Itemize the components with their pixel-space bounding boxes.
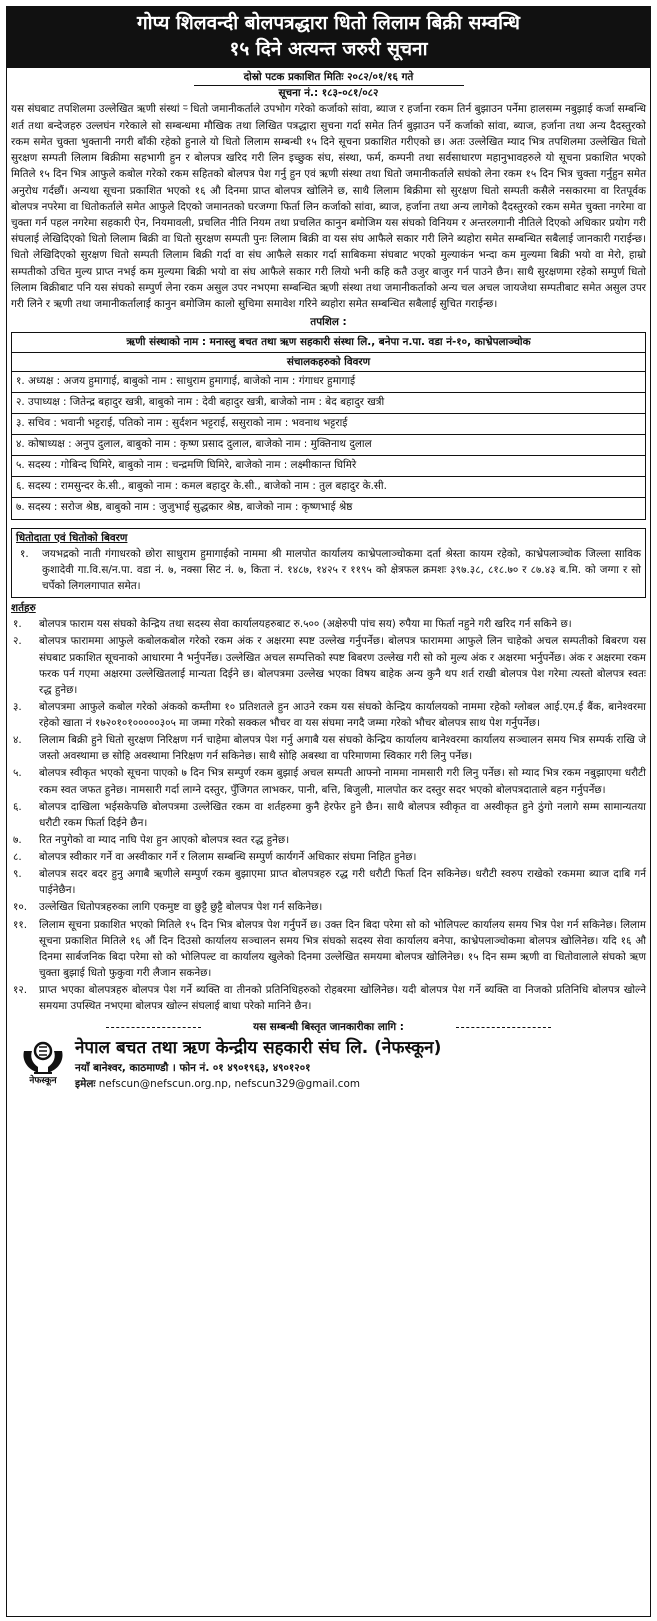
term-text: लिलाम बिक्री हुने धितो सुरक्षण निरिक्षण गर्न चाहेमा बोलपत्र पेश गर्नु अगाबै यस संघको केन्द्रिय कार्यालय बानेश्वरमा कार्यालय सञ्चालन समय भित्र सम्पर्क राखि जे जस्तो अवस्थामा छ सोहि अवस्थामा निरिक्षण गर्न सकिनेछ। साथै सोहि अबस्था वा परिमाणमा स्विकार गरी लिनु पर्नेछ।	[39, 734, 646, 763]
details-heading: तपशिल :	[310, 316, 347, 329]
intro-paragraph: यस संघबाट तपशिलमा उल्लेखित ऋणी संस्थां र्‍ धितो जमानीकर्ताले उपभोग गरेको कर्जाको सांवा, ब्याज र हर्जाना रकम तिर्न बुझाउन पर्नेमा हालसम्म नबुझाई कर्जा सम्बन्धि शर्त तथा बन्देजहरु उल्लघंन गरेकाले सो सम्बन्धमा मौखिक तथा लिखित पत्रद्धारा सुचना गर्दा समेत तिर्न बुझाउन पर्ने कर्जाको सांवा, ब्याज, हर्जाना तथा अन्य दैदस्तुरको रकम समेत चुक्ता भुक्तानी नगरी बाँकी रहेको हुनाले यो धितो लिलाम सम्बन्धी १५ दिने सूचना प्रकाशित गरीएको छ। अतः उल्लेखित म्याद भित्र तपशिलमा उल्लेखित धितो सुरक्षण सम्पती लिलाम बिक्रीमा सहभागी हुन र बोलपत्र खरिद गरी लिन इच्छुक संघ, संस्था, फर्म, कम्पनी तथा सर्वसाधारण महानुभावहरुले यो सूचना प्रकाशित भएको मितिले १५ दिन भित्र आफुले कबोल गरेको रकम सहितको बोलपत्र पेश गर्नु हुन एवं ऋणी संस्था तथा धितो जमानीकर्ताले सघंको लेना रकम १५ दिन भित्र चुक्ता गर्नुहुन समेत अनुरोध गर्दछौं। अन्यथा सूचना प्रकाशित भएको १६ औ दिनमा प्राप्त बोलपत्र खोलिने छ, साथै लिलाम बिक्रीमा सो सुरक्षण धितो सम्पती कसैले नसकारमा वा रितपूर्वक बोलपत्र नपरेमा वा धितोकर्ताले समेत आफुले दिएको जमानतको घरजग्गा फिर्ता लिन कर्जाको सांवा, ब्याज, हर्जाना तथा अन्य लागेको दैदस्तुरको रकम समेत चुक्ता नगरेमा वा चुक्ता गर्न पहल नगरेमा सहकारी ऐन, नियमावली, प्रचलित नीति नियम तथा प्रचलित कानुन बमोजिम यस संघको विनियम र अन्तरलगानी नीतिले दिएको अधिकार प्रयोग गरी संघलाई लेखिदिएको धितो लिलाम बिक्री वा धितो सुरक्षण सम्पती पुनः लिलाम बिक्री वा यस संघ आफैले सकार गरी लिने ब्यहोरा समेत सम्बन्धित सबैलाई जानकारी गराईन्छ। धितो लेखिदिएको सुरक्षण धितो सम्पती लिलाम बिक्री गर्दा वा संघ आफैले सकार गर्दा साबिकमा संघबाट भएको मुल्याकंन भन्दा कम मुल्यमा बिक्री भयो वा मेरो, हाम्रो सम्पतीको उचित मुल्य प्राप्त नभई कम मुल्यमा बिक्री भयो वा संघ आफैले सकार गरी लियो भनी कहि कतै उजुर बाजुर गर्न पाउने छैन। साथै सुरक्षणमा रहेको सम्पुर्ण धितो लिलाम बिक्रीबाट पनि यस संघको सम्पुर्ण लेना रकम असुल उपर नभएमा सम्बन्धित ऋणी संस्था तथा जमानीकर्ताको अन्य चल अचल जायजेथा सम्पतीबाट समेत असुल उपर गरी लिने र ऋणी तथा जमानीकर्तालाई कानुन बमोजिम कालो सुचिमा समावेश गरिने ब्यहोरा समेत सम्बन्धित सबैलाई सुचित गराईन्छ।	[11, 103, 646, 311]
organization-info	[75, 1037, 646, 1092]
term-item	[11, 866, 646, 898]
term-number: ७.	[13, 833, 22, 846]
nefscun-logo	[11, 1037, 75, 1087]
term-number: १२.	[13, 984, 28, 997]
hands-coin-icon	[20, 1037, 66, 1077]
term-text: उल्लेखित धितोपत्रहरुका लागि एकमुष्ट वा छुट्टै छुट्टै बोलपत्र पेश गर्न सकिनेछ।	[39, 901, 323, 914]
organization-email-line	[75, 1076, 646, 1092]
term-number: २.	[13, 635, 22, 648]
email-label: इमेलः	[75, 1078, 96, 1091]
notice-number: सूचना नं.: १८३-०८१/०८२	[278, 87, 379, 100]
term-item	[11, 832, 646, 848]
term-text: प्राप्त भएका बोलपत्रहरु बोलपत्र पेश गर्ने ब्यक्ति वा तीनको प्रतिनिधिहरुको रोहबरमा खोलिनेछ। यदी बोलपत्र पेश गर्ने ब्यक्ति वा निजको प्रतिनिधि बोलपत्र खोल्ने समयमा उपस्थित नभएमा बोलपत्र खोल्न संघलाई बाधा परेको मानिने छैन।	[39, 984, 646, 1013]
collateral-box	[11, 528, 646, 599]
term-text: बोलपत्रमा आफुले कबोल गरेको अंकको कम्तीमा १० प्रतिशतले हुन आउने रकम यस संघको केन्द्रिय कार्यालयको नाममा रहेको ग्लोबल आई.एम.ई बैंक, बानेश्वरमा रहेको खाता नं १७२०१०१०००००३०५ मा जम्मा गरेको सक्कल भौचर वा यस संघमा नगदै जम्मा गरेको भौचर बोलपत्र साथ पेश गर्नुपर्नेछ।	[39, 700, 646, 730]
published-date: दोस्रो पटक प्रकाशित मितिः २०८२/०१/१६ गते	[243, 71, 414, 84]
term-number: ६.	[13, 800, 22, 813]
publication-meta	[11, 70, 646, 101]
term-item	[11, 765, 646, 797]
organization-block	[11, 1037, 646, 1092]
committee-row: ३. सचिव : भवानी भट्टराई, पतिको नाम : सुर्दशन भट्टराई, ससुराको नाम : भवनाथ भट्टराई	[12, 414, 645, 435]
term-text: रित नपुगेको वा म्याद नाघि पेश हुन आएको बोलपत्र स्वत रद्ध हुनेछ।	[39, 833, 290, 846]
term-text: लिलाम सूचना प्रकाशित भएको मितिले १५ दिन भित्र बोलपत्र पेश गर्नुपर्ने छ। उक्त दिन बिदा परेमा सो को भोलिपल्ट कार्यालय समय भित्र पेश गर्न सकिनेछ। लिलाम सूचना प्रकाशित मितिले १६ औं दिन दिउसो कार्यालय सञ्चालन समय भित्र संघको सदस्य सेवा कार्यालय बनेपा, काभ्रेपलाञ्चोकमा बोलपत्र खोलिनेछ। यदि १६ औ दिनमा सार्बजनिक बिदा परेमा सो को भोलिपल्ट वा कार्यालय खुलेको दिनमा उल्लेखित समयमा बोलपत्र खोलिनेछ। १५ दिन सम्म ऋणी वा धितोवालाले संघको ऋण चुक्ता बुझाई धितो फुकुवा गरी लैजान सकनेछ।	[39, 918, 646, 979]
term-item	[11, 982, 646, 1014]
term-item	[11, 917, 646, 982]
terms-heading: शर्तहरु	[11, 602, 36, 615]
term-number: ३.	[13, 700, 22, 713]
contact-heading: यस सम्बन्धी बिस्तृत जानकारीका लागि :	[11, 1019, 646, 1035]
term-text: बोलपत्र दाखिला भईसकेपछि बोलपत्रमा उल्लेखित रकम वा शर्तहरुमा कुनै हेरफेर हुने छैन। साथै बोलपत्र स्वीकृत वा अस्वीकृत हुने ठुंगो नलागे सम्म सामान्यतया धरौटी रकम फिर्ता दिईने छैन।	[39, 800, 646, 829]
committee-row: ४. कोषाध्यक्ष : अनुप दुलाल, बाबुको नाम : कृष्ण प्रसाद दुलाल, बाजेको नाम : मुक्तिनाथ दुलाल	[12, 435, 645, 456]
notice-subtitle: १५ दिने अत्यन्त जरुरी सूचना	[229, 37, 428, 60]
committee-row: २. उपाध्यक्ष : जितेन्द्र बहादुर खत्री, बाबुको नाम : देवी बहादुर खत्री, बाजेको नाम : बेद बहादुर खत्री	[12, 393, 645, 414]
term-number: ९.	[13, 868, 22, 881]
notice-title: गोप्य शिलवन्दी बोलपत्रद्धारा धितो लिलाम बिक्री सम्वन्धि	[136, 12, 520, 34]
committee-table	[11, 353, 646, 520]
collateral-item-number: १.	[20, 547, 29, 560]
collateral-item-text: जयभद्रको नाती गंगाधरको छोरा साधुराम हुमागाईको नाममा श्री मालपोत कार्यालय काभ्रेपलाञ्चोकमा दर्ता श्रेस्ता कायम रहेको, काभ्रेपलाञ्चोक जिल्ला साविक कुशादेवी गा.वि.स/न.पा. वडा नं. ७, नक्सा सिट नं. ७, किता नं. १४८७, १४२५ र ११९५ को क्षेत्रफल क्रमशः ३९७.३८, ८१८.७० र ८७.४३ ब.मि. को जग्गा र सो चर्पेको लिगलगापात समेत।	[42, 547, 641, 593]
term-text: बोलपत्र फाराम यस संघको केन्द्रिय तथा सदस्य सेवा कार्यालयहरुबाट रु.५०० (अक्षेरुपी पांच सय) रुपैया मा फिर्ता नहुने गरी खरिद गर्न सकिने छ।	[39, 618, 572, 631]
committee-heading: संचालकहरुको विवरण	[12, 353, 645, 372]
committee-row: ५. सदस्य : गोबिन्द घिमिरे, बाबुको नाम : चन्द्रमणि घिमिरे, बाजेको नाम : लक्ष्मीकान्त घिमिरे	[12, 456, 645, 477]
term-item	[11, 633, 646, 698]
term-item	[11, 732, 646, 764]
term-item	[11, 799, 646, 831]
term-item	[11, 899, 646, 915]
terms-list	[11, 616, 646, 1015]
term-number: ११.	[13, 918, 28, 931]
term-text: बोलपत्र स्वीकृत भएको सूचना पाएको ७ दिन भित्र सम्पुर्ण रकम बुझाई अचल सम्पती आफ्नो नाममा नामसारी गरी लिनु पर्नेछ। सो म्याद भित्र रकम नबुझाएमा धरौटी रकम स्वत जफत हुनेछ। नामसारी गर्दा लाग्ने दस्तुर, पुँजिगत लाभकर, पानी, बत्ति, बिजुली, मालपोत कर दस्तुर सदर भएको बोलपत्रदाताले बहन गर्नुपर्नेछ।	[39, 767, 646, 796]
organization-name: नेपाल बचत तथा ऋण केन्द्रीय सहकारी संघ लि. (नेफस्कून)	[75, 1038, 442, 1059]
term-text: बोलपत्र फाराममा आफुले कबोलकबोल गरेको रकम अंक र अक्षरमा स्पष्ट उल्लेख गर्नुपर्नेछ। बोलपत्र फाराममा आफुले लिन चाहेको अचल सम्पतीको बिबरण यस संघबाट प्रकाशित सूचनाको आधारमा नै भर्नुपर्नेछ। उल्लेखित अचल सम्पत्तिको स्पष्ट बिबरण उल्लेख गरी सो को मुल्य अंक र अक्षरमा भर्नुपर्नेछ। अंक र अक्षरमा रकम फरक पर्न गएमा अक्षरमा उल्लेखितलाई मान्यता दिईने छ। बोलपत्रमा उल्लेख भएका विषय बाहेक अन्य कुनै थप शर्त राखी बोलपत्र पेश गरेमा त्यस्तो बोलपत्र स्वतः रद्ध हुनेछ।	[39, 635, 646, 696]
organization-address: नयाँ बानेश्वर, काठमाण्डौ । फोन नं. ०१ ४९०१९६३, ४९०१२०१	[75, 1062, 311, 1075]
collateral-item	[16, 546, 641, 594]
term-text: बोलपत्र स्वीकार गर्ने वा अस्वीकार गर्ने र लिलाम सम्बन्धि सम्पुर्ण कार्यगर्ने अधिकार संघमा निहित हुनेछ।	[39, 851, 417, 864]
term-number: १.	[13, 618, 22, 631]
term-item	[11, 849, 646, 865]
term-number: ५.	[13, 767, 22, 780]
committee-row: ६. सदस्य : रामसुन्दर के.सी., बाबुको नाम : कमल बहादुर के.सी., बाजेको नाम : तुल बहादुर के.सी.	[12, 477, 645, 498]
term-number: ८.	[13, 851, 22, 864]
email-addresses[interactable]: nefscun@nefscun.org.np, nefscun329@gmail.com	[98, 1078, 360, 1091]
term-item	[11, 699, 646, 731]
notice-frame	[6, 6, 651, 1617]
term-number: ४.	[13, 734, 22, 747]
term-number: १०.	[13, 901, 28, 914]
title-banner	[7, 7, 650, 68]
collateral-heading: धितोदाता एवं धितोको बिवरण	[16, 531, 128, 544]
term-text: बोलपत्र सदर बदर हुनु अगाबै ऋणीले सम्पुर्ण रकम बुझाएमा प्राप्त बोलपत्रहरु रद्ध गरी धरौटी फिर्ता दिन सकिनेछ। धरौटी स्वरुप राखेको रकममा ब्याज दाबि गर्न पाईनेछैन।	[39, 868, 646, 897]
borrower-name: ऋणी संस्थाको नाम : मनास्लु बचत तथा ऋण सहकारी संस्था लि., बनेपा न.पा. वडा नं-१०, काभ्रेपलाञ्चोक	[11, 332, 646, 352]
term-item	[11, 616, 646, 632]
committee-row: ७. सदस्य : सरोज श्रेष्ठ, बाबुको नाम : जुजुभाई सुद्धकार श्रेष्ठ, बाजेको नाम : कृष्णभाई श्रेष्ठ	[16, 500, 353, 513]
committee-row: १. अध्यक्ष : अजय हुमागाई, बाबुको नाम : साधुराम हुमागाई, बाजेको नाम : गंगाधर हुमागाई	[12, 372, 645, 393]
logo-caption: नेफस्कून	[29, 1076, 57, 1087]
